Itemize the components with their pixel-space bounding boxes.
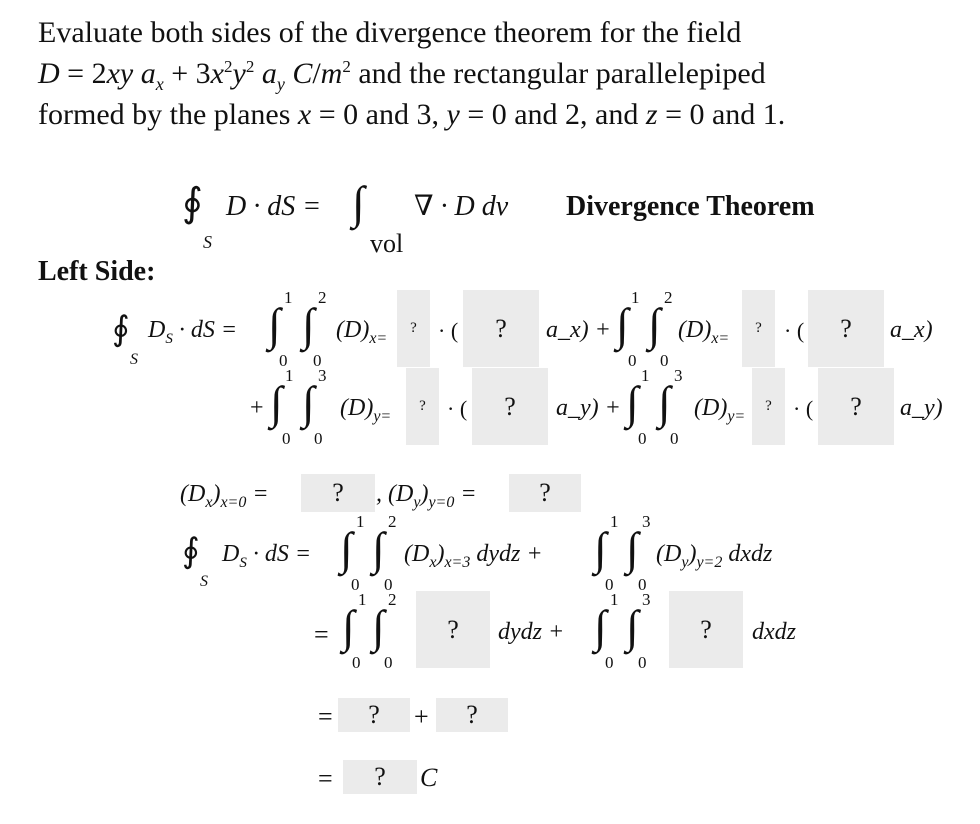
integral-icon: ∫: [340, 523, 353, 574]
row2-plus: +: [250, 395, 264, 421]
dot-paren: · (: [793, 396, 814, 421]
integral-icon: ∫: [268, 299, 281, 350]
answer-box[interactable]: ?: [436, 698, 508, 732]
limit-bottom: 0: [384, 575, 393, 594]
limit-top: 1: [631, 288, 640, 307]
problem-line-3: formed by the planes x = 0 and 3, y = 0 and 2, and z = 0 and 1.: [38, 98, 786, 131]
integral-icon: ∫: [372, 601, 385, 652]
integral-icon: ∫: [658, 377, 671, 428]
dot-paren: · (: [438, 318, 459, 343]
unit-coulomb: C: [420, 763, 438, 792]
left-side-heading: Left Side:: [38, 256, 156, 287]
limit-bottom: 0: [605, 653, 614, 672]
row2-term1: $(D)_{y=}$: [340, 395, 392, 425]
limit-bottom: 0: [605, 575, 614, 594]
surface-lhs-sub: S: [200, 573, 208, 590]
limit-bottom: 0: [314, 429, 323, 448]
integral-icon: ∫: [626, 377, 639, 428]
answer-box[interactable]: ?: [301, 474, 375, 512]
problem-line-1: Evaluate both sides of the divergence theorem for the field: [38, 16, 742, 49]
limit-top: 1: [285, 366, 294, 385]
integral-icon: ∫: [270, 377, 283, 428]
limit-bottom: 0: [638, 429, 647, 448]
limit-bottom: 0: [660, 351, 669, 370]
answer-box[interactable]: ?: [463, 290, 539, 367]
limit-bottom: 0: [638, 653, 647, 672]
limit-top: 3: [318, 366, 327, 385]
surface-term1: $(D_x)_{x=3}$ dydz +: [404, 541, 543, 571]
limit-bottom: 0: [313, 351, 322, 370]
answer-box[interactable]: ?: [752, 368, 785, 445]
limit-top: 1: [641, 366, 650, 385]
contour-integral-icon: ∮: [182, 533, 200, 570]
theorem-rhs: ∇ · D dv: [414, 191, 509, 222]
dot-paren: · (: [447, 396, 468, 421]
theorem-name: Divergence Theorem: [566, 191, 815, 222]
equals-sign: =: [314, 620, 329, 649]
integral-icon: ∫: [616, 299, 629, 350]
row1-term2: $(D)_{x=}$: [678, 317, 730, 347]
dy-at-y0-label: , $(D_y)_{y=0}$ =: [376, 481, 477, 511]
answer-box[interactable]: ?: [397, 290, 430, 367]
limit-bottom: 0: [351, 575, 360, 594]
row1-lhs-sub: S: [130, 351, 138, 368]
limit-top: 3: [674, 366, 683, 385]
limit-top: 1: [284, 288, 293, 307]
answer-box[interactable]: ?: [669, 591, 743, 668]
problem-line-2: D = 2xy $a_x + 3x^2y^2$ $a_y$ $C/m^2$ and the rectangular parallelepiped: [38, 57, 766, 94]
answer-box[interactable]: ?: [818, 368, 894, 445]
surface-lhs: $D_S$ · dS =: [222, 541, 312, 571]
answer-box[interactable]: ?: [406, 368, 439, 445]
row1-term1: $(D)_{x=}$: [336, 317, 388, 347]
theorem-rhs-sub: vol: [370, 229, 404, 258]
surface-term2: $(D_y)_{y=2}$ dxdz: [656, 541, 773, 571]
limit-top: 1: [610, 590, 619, 609]
row2-ay-close-end: a_y): [900, 395, 943, 421]
limit-top: 2: [664, 288, 673, 307]
limit-bottom: 0: [282, 429, 291, 448]
contour-integral-icon: ∮: [112, 311, 130, 348]
limit-top: 1: [356, 512, 365, 531]
theorem-lhs-sub: S: [203, 232, 212, 252]
limit-top: 3: [642, 590, 651, 609]
limit-bottom: 0: [279, 351, 288, 370]
answer-box[interactable]: ?: [509, 474, 581, 512]
answer-box[interactable]: ?: [742, 290, 775, 367]
integral-icon: ∫: [626, 523, 639, 574]
integral-icon: ∫: [342, 601, 355, 652]
integral-icon: ∫: [352, 177, 365, 228]
theorem-lhs: D · dS =: [226, 191, 322, 222]
limit-bottom: 0: [628, 351, 637, 370]
integral-icon: ∫: [594, 601, 607, 652]
answer-box[interactable]: ?: [343, 760, 417, 794]
integral-icon: ∫: [302, 299, 315, 350]
dot-paren: · (: [784, 318, 805, 343]
limit-top: 2: [318, 288, 327, 307]
integral-icon: ∫: [594, 523, 607, 574]
limit-bottom: 0: [670, 429, 679, 448]
row1-lhs: $D_S$ · dS =: [148, 317, 238, 347]
row2-ay-close: a_y) +: [556, 395, 621, 421]
contour-integral-icon: ∮: [182, 180, 203, 225]
dxdz: dxdz: [752, 619, 796, 645]
equals-sign: =: [318, 702, 333, 731]
integral-icon: ∫: [648, 299, 661, 350]
plus-sign: +: [414, 702, 429, 731]
limit-top: 3: [642, 512, 651, 531]
limit-top: 2: [388, 590, 397, 609]
row2-term2: $(D)_{y=}$: [694, 395, 746, 425]
integral-icon: ∫: [302, 377, 315, 428]
limit-top: 2: [388, 512, 397, 531]
limit-top: 1: [358, 590, 367, 609]
limit-top: 1: [610, 512, 619, 531]
answer-box[interactable]: ?: [472, 368, 548, 445]
limit-bottom: 0: [384, 653, 393, 672]
answer-box[interactable]: ?: [416, 591, 490, 668]
limit-bottom: 0: [352, 653, 361, 672]
equals-sign: =: [318, 764, 333, 793]
answer-box[interactable]: ?: [338, 698, 410, 732]
dydz-plus: dydz +: [498, 619, 565, 645]
dx-at-x0-label: $(D_x)_{x=0}$ =: [180, 481, 269, 511]
row1-ax-close: a_x) +: [546, 317, 611, 343]
row1-ax-close-end: a_x): [890, 317, 933, 343]
limit-bottom: 0: [638, 575, 647, 594]
answer-box[interactable]: ?: [808, 290, 884, 367]
integral-icon: ∫: [372, 523, 385, 574]
integral-icon: ∫: [626, 601, 639, 652]
